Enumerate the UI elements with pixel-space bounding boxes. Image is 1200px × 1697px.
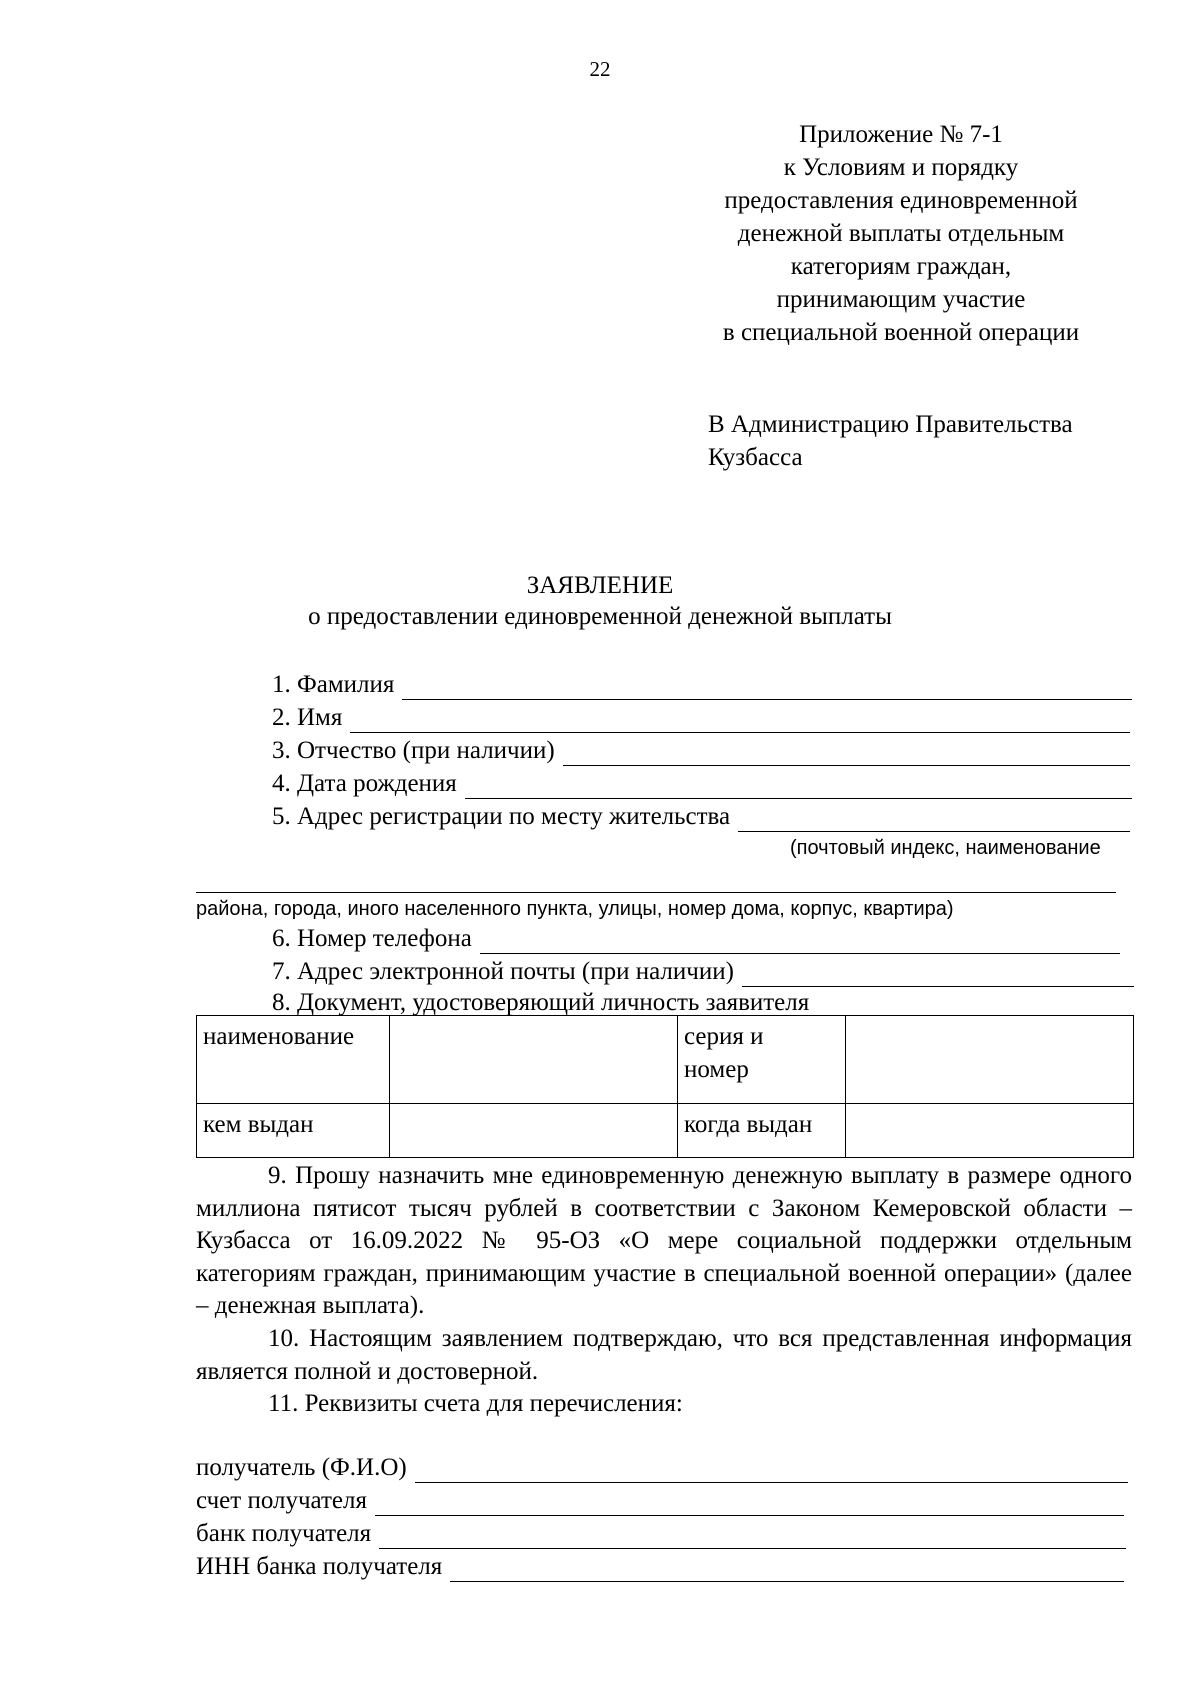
table-cell-issue-date-label: когда выдан [678,1104,846,1158]
body-paragraphs [196,1160,1132,1421]
field-label: ИНН банка получателя [196,1553,443,1580]
id-document-table [196,1015,1134,1158]
annex-line: предоставления единовременной [724,187,1078,214]
phone-input-line[interactable] [480,931,1120,954]
field-label: 5. Адрес регистрации по месту жительства [272,803,731,830]
annex-line: Приложение № 7-1 [799,121,1003,148]
field-label: 2. Имя [272,704,343,731]
field-account [196,1486,1124,1516]
table-cell-series-label: серия и номер [678,1016,846,1104]
annex-line: принимающим участие [776,286,1026,313]
field-registration-address [272,802,1130,832]
annex-line: категориям граждан, [790,253,1012,280]
title-heading: ЗАЯВЛЕНИЕ [526,572,674,599]
address-continuation-line[interactable] [196,892,1116,893]
annex-block [680,118,1122,349]
addressee-line-2: Кузбасса [708,444,803,471]
email-input-line[interactable] [742,964,1134,987]
birth-date-input-line[interactable] [465,776,1132,799]
table-cell-name-label: наименование [197,1016,390,1104]
field-label: банк получателя [196,1520,372,1547]
field-label: 1. Фамилия [272,671,395,698]
patronymic-input-line[interactable] [563,743,1130,766]
annex-line: к Условиям и порядку [783,154,1019,181]
addressee-block [708,408,1073,474]
paragraph-9: 9. Прошу назначить мне единовременную денежную выплату в размере одного миллиона пятисот тысяч рублей в соответствии с Законом Кемеровской области – Кузбасса от 16.09.2022 № 95-ОЗ «О мере социальной поддержки отдельным категориям граждан, принимающим участие в специальной военной операции» (далее – денежная выплата). [196,1162,1132,1320]
field-recipient [196,1453,1128,1483]
document-title [0,570,1200,632]
table-cell-issue-date-value[interactable] [846,1104,1134,1158]
field-phone [272,924,1120,954]
annex-line: в специальной военной операции [722,319,1080,346]
field-name [272,703,1130,733]
addressee-line-1: В Администрацию Правительства [708,411,1073,438]
field-label: счет получателя [196,1487,367,1514]
account-input-line[interactable] [375,1493,1124,1516]
bank-input-line[interactable] [379,1526,1126,1549]
field-label: 3. Отчество (при наличии) [272,737,555,764]
field-label: 4. Дата рождения [272,770,457,797]
field-label: 7. Адрес электронной почты (при наличии) [272,958,734,985]
field-bank [196,1519,1126,1549]
surname-input-line[interactable] [402,677,1132,700]
recipient-input-line[interactable] [415,1460,1128,1483]
bank-inn-input-line[interactable] [450,1559,1124,1582]
field-bank-inn [196,1552,1124,1582]
paragraph-11: 11. Реквизиты счета для перечисления: [268,1390,683,1418]
title-subheading: о предоставлении единовременной денежной выплаты [308,603,892,630]
field-label: 6. Номер телефона [272,925,472,952]
address-hint-1: (почтовый индекс, наименование [790,837,1101,859]
field-email [272,957,1134,987]
field-birth-date [272,769,1132,799]
field-surname [272,670,1132,700]
field-label: получатель (Ф.И.О) [196,1454,407,1481]
address-hint-2: района, города, иного населенного пункта, улицы, номер дома, корпус, квартира) [196,898,954,920]
table-cell-series-value[interactable] [846,1016,1134,1104]
table-cell-name-value[interactable] [390,1016,678,1104]
table-cell-issued-by-label: кем выдан [197,1104,390,1158]
table-cell-issued-by-value[interactable] [390,1104,678,1158]
field-id-document: 8. Документ, удостоверяющий личность заявителя [272,989,810,1016]
page-number: 22 [589,57,611,81]
annex-line: денежной выплаты отдельным [737,220,1065,247]
address-input-line[interactable] [738,809,1130,832]
paragraph-10: 10. Настоящим заявлением подтверждаю, что вся представленная информация является полной и достоверной. [196,1324,1132,1385]
field-patronymic [272,736,1130,766]
name-input-line[interactable] [350,710,1130,733]
